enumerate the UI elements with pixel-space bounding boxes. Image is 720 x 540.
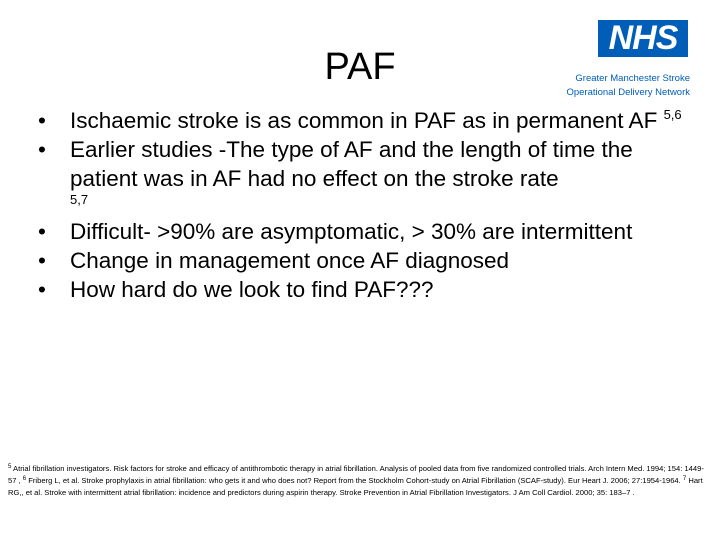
citation: 5,7 xyxy=(70,192,89,207)
reference-text: Hart RG,, et al. Stroke with intermittent atrial fibrillation: incidence and predictors during aspirin therapy. Stroke Prevention in Atrial Fibrillation Investigators. J Am Coll Cardiol. 2000; 35: 183–7 . xyxy=(8,476,703,497)
bullet-text: Difficult- >90% are asymptomatic, > 30% are intermittent xyxy=(70,219,633,244)
bullet-dot-icon: • xyxy=(38,137,46,162)
organisation-name xyxy=(566,72,690,100)
reference-text: Atrial fibrillation investigators. Risk factors for stroke and efficacy of antithrombotic therapy in atrial fibrillation. Analysis of pooled data from five randomized controlled trials. Arch Intern Med. 1994; 154: 1449-57 , xyxy=(8,464,704,485)
bullet-text: Change in management once AF diagnosed xyxy=(70,248,510,273)
org-line-2: Operational Delivery Network xyxy=(566,87,690,98)
reference-text: Friberg L, et al. Stroke prophylaxis in atrial fibrillation: who gets it and who does not? Report from the Stockholm Cohort-study on Atrial Fibrillation (SCAF-study). Eur Heart J. 2006; 27:1954-1964. xyxy=(26,476,683,485)
citation: 5,6 xyxy=(663,107,682,122)
ref-number: 7 xyxy=(682,476,687,482)
bullet-text: Ischaemic stroke is as common in PAF as in permanent AF xyxy=(70,108,664,133)
bullet-dot-icon: • xyxy=(38,219,46,244)
ref-number: 6 xyxy=(22,476,27,482)
bullet-item xyxy=(38,275,698,304)
bullet-list xyxy=(38,106,698,304)
references xyxy=(8,463,708,499)
bullet-text: How hard do we look to find PAF??? xyxy=(70,277,434,302)
nhs-logo: NHS xyxy=(598,20,688,57)
bullet-item xyxy=(38,246,698,275)
slide-title: PAF xyxy=(324,46,396,88)
bullet-item xyxy=(38,217,698,246)
bullet-text: Earlier studies -The type of AF and the length of time the patient was in AF had no effect on the stroke rate xyxy=(70,137,633,191)
bullet-dot-icon: • xyxy=(38,277,46,302)
bullet-item xyxy=(38,135,698,207)
bullet-dot-icon: • xyxy=(38,248,46,273)
ref-number: 5 xyxy=(8,464,12,470)
bullet-dot-icon: • xyxy=(38,108,46,133)
org-line-1: Greater Manchester Stroke xyxy=(575,73,690,84)
bullet-item xyxy=(38,106,698,135)
